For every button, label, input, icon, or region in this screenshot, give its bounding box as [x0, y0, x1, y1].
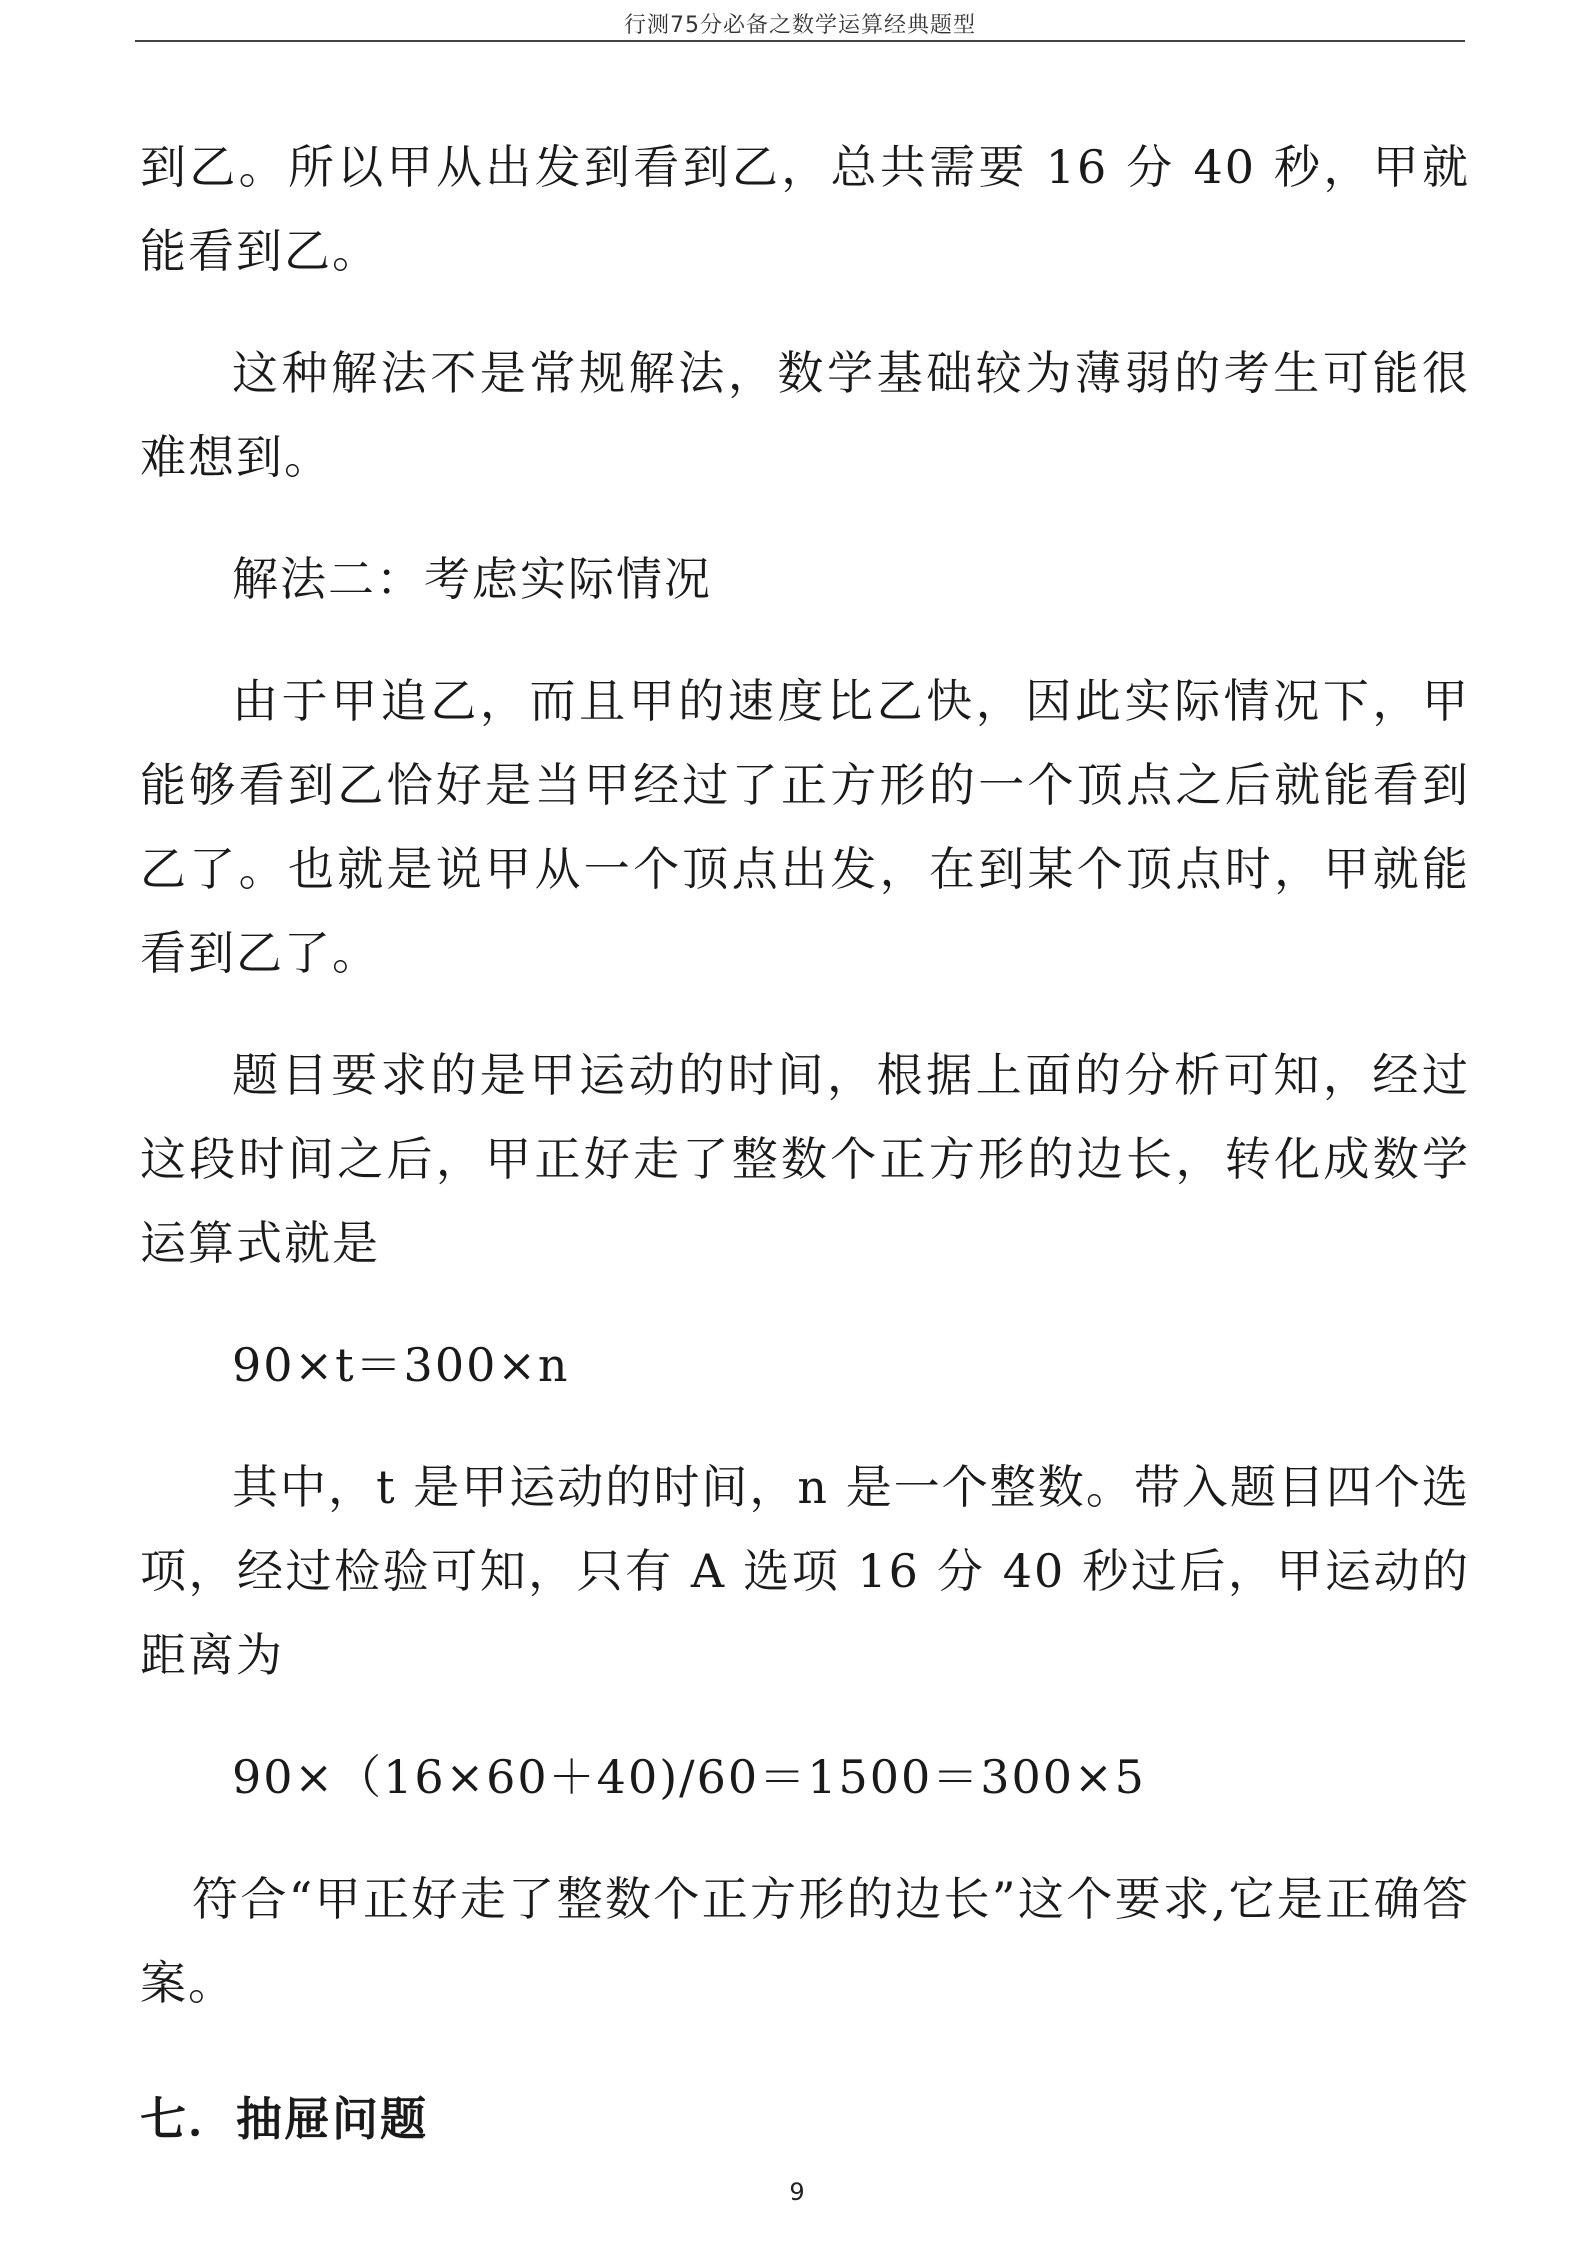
- paragraph-verification: 其中，t 是甲运动的时间，n 是一个整数。带入题目四个选项，经过检验可知，只有 A 选项 16 分 40 秒过后，甲运动的距离为: [140, 1460, 1470, 1682]
- paragraph-requirement: 题目要求的是甲运动的时间，根据上面的分析可知，经过这段时间之后，甲正好走了整数个正方形的边长，转化成数学运算式就是: [140, 1048, 1470, 1270]
- paragraph-analysis: 由于甲追乙，而且甲的速度比乙快，因此实际情况下，甲能够看到乙恰好是当甲经过了正方形的一个顶点之后就能看到乙了。也就是说甲从一个顶点出发，在到某个顶点时，甲就能看到乙了。: [140, 674, 1470, 980]
- equation-2: 90×（16×60＋40)/60＝1500＝300×5: [232, 1750, 1146, 1804]
- page-number: 9: [789, 2178, 805, 2206]
- page-header-title: 行测75分必备之数学运算经典题型: [624, 13, 976, 38]
- page-body: [140, 125, 1470, 2161]
- equation-1: 90×t＝300×n: [232, 1338, 570, 1392]
- section-heading: 七．抽屉问题: [140, 2092, 428, 2146]
- solution-two-title: 解法二：考虑实际情况: [232, 552, 712, 606]
- paragraph-remark: 这种解法不是常规解法，数学基础较为薄弱的考生可能很难想到。: [140, 346, 1470, 484]
- header-divider: [135, 40, 1465, 42]
- paragraph-answer: 符合“甲正好走了整数个正方形的边长”这个要求,它是正确答案。: [140, 1872, 1470, 2010]
- paragraph-conclusion-1: 到乙。所以甲从出发到看到乙，总共需要 16 分 40 秒，甲就能看到乙。: [140, 140, 1470, 278]
